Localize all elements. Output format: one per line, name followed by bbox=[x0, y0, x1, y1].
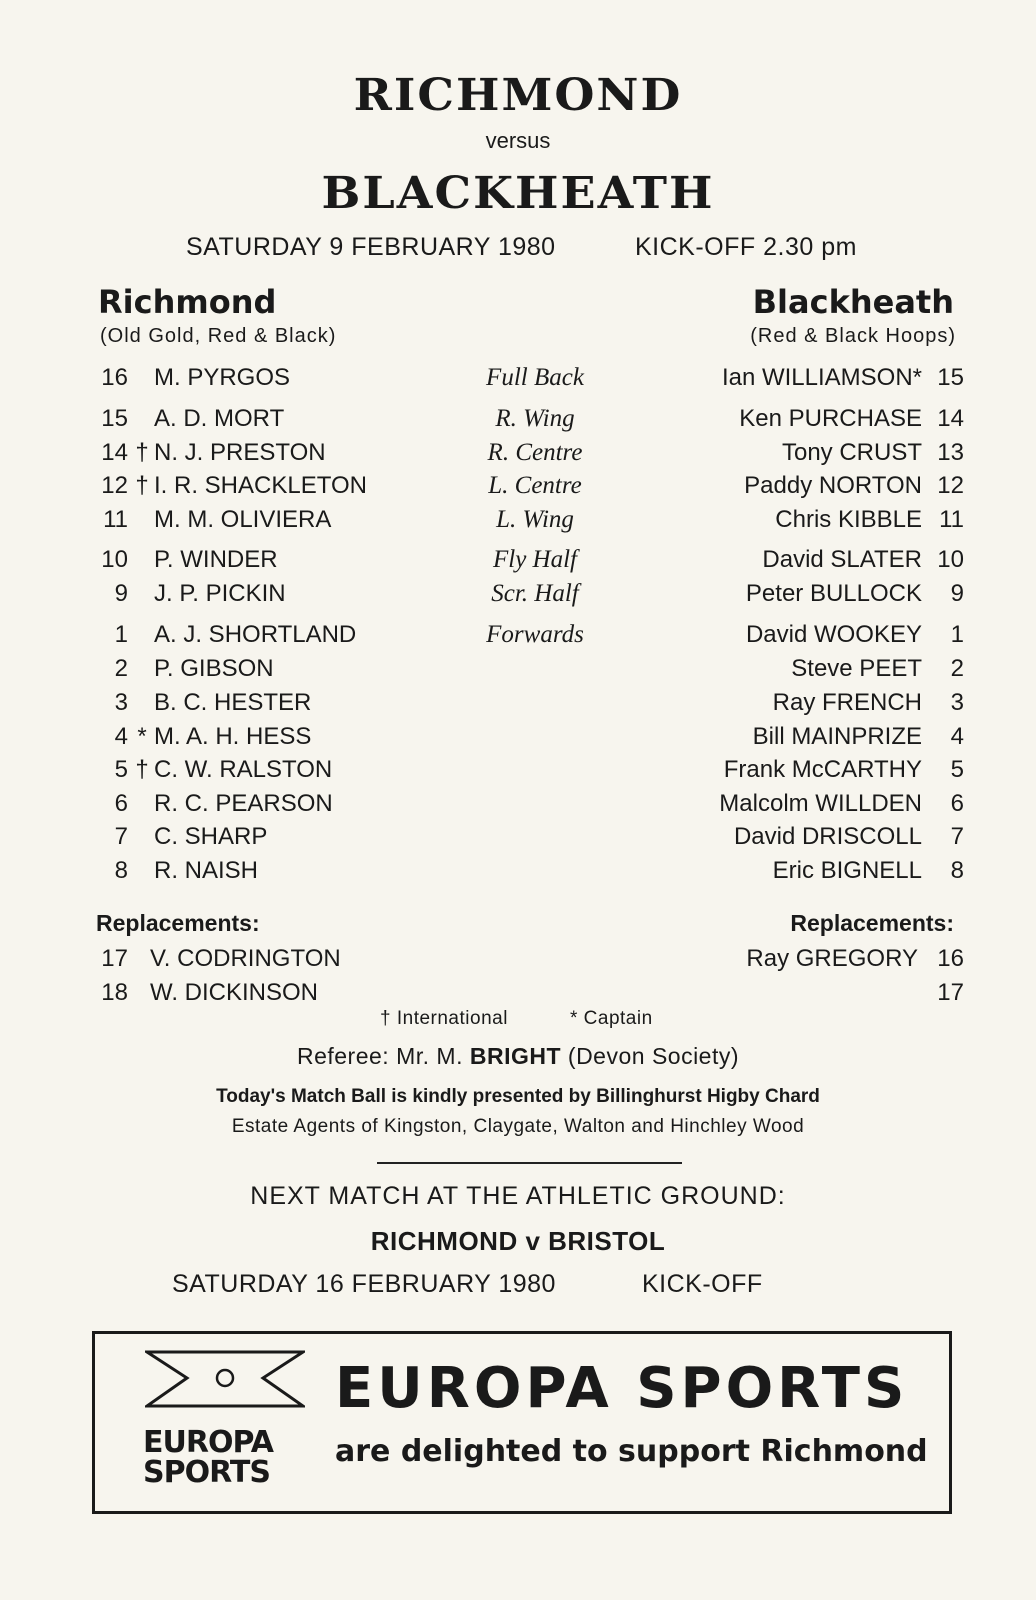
home-number: 3 bbox=[114, 689, 128, 716]
home-team-heading: Richmond bbox=[98, 283, 277, 321]
lineup-row bbox=[0, 364, 1036, 398]
home-marker: † bbox=[135, 439, 149, 466]
sponsor-description: Estate Agents of Kingston, Claygate, Walton and Hinchley Wood bbox=[231, 1116, 805, 1137]
logo-text-line1: EUROPA bbox=[143, 1425, 273, 1460]
lineup-row bbox=[0, 472, 1036, 506]
home-player: M. M. OLIVIERA bbox=[154, 506, 332, 533]
position-label: R. Centre bbox=[487, 439, 583, 466]
next-match-heading: NEXT MATCH AT THE ATHLETIC GROUND: bbox=[250, 1182, 786, 1210]
next-match-date: SATURDAY 16 FEBRUARY 1980 bbox=[172, 1270, 556, 1298]
away-player: Bill MAINPRIZE bbox=[752, 723, 922, 750]
legend-captain: * Captain bbox=[570, 1008, 653, 1029]
home-number: 12 bbox=[101, 472, 128, 499]
logo-text-line2: SPORTS bbox=[143, 1455, 270, 1490]
home-number: 10 bbox=[101, 546, 128, 573]
lineup-row bbox=[0, 439, 1036, 473]
home-number: 18 bbox=[101, 979, 128, 1006]
lineup-row bbox=[0, 405, 1036, 439]
away-number: 11 bbox=[939, 506, 964, 533]
home-player: I. R. SHACKLETON bbox=[154, 472, 367, 499]
away-number: 3 bbox=[950, 689, 964, 716]
home-number: 14 bbox=[101, 439, 128, 466]
referee-name: BRIGHT bbox=[469, 1043, 562, 1069]
referee-label: Referee: Mr. M. bbox=[296, 1043, 470, 1069]
home-player: R. NAISH bbox=[154, 857, 259, 884]
position-label: R. Wing bbox=[495, 405, 575, 432]
away-team-heading: Blackheath bbox=[752, 283, 954, 321]
lineup-row bbox=[0, 689, 1036, 723]
home-player: J. P. PICKIN bbox=[154, 580, 286, 607]
away-player: Steve PEET bbox=[791, 655, 922, 682]
home-team-colours: (Old Gold, Red & Black) bbox=[100, 325, 337, 347]
home-number: 11 bbox=[103, 506, 128, 533]
away-number: 4 bbox=[950, 723, 964, 750]
home-number: 4 bbox=[114, 723, 128, 750]
replacement-row bbox=[0, 945, 1036, 979]
away-number: 10 bbox=[937, 546, 964, 573]
home-marker: † bbox=[135, 756, 149, 783]
home-player: R. C. PEARSON bbox=[154, 790, 333, 817]
position-label: Scr. Half bbox=[491, 580, 579, 607]
away-player: Ken PURCHASE bbox=[739, 405, 922, 432]
position-label: Fly Half bbox=[492, 546, 577, 573]
away-player: Paddy NORTON bbox=[744, 472, 922, 499]
away-number: 17 bbox=[937, 979, 964, 1006]
home-number: 2 bbox=[114, 655, 128, 682]
home-player: N. J. PRESTON bbox=[154, 439, 326, 466]
lineup-row bbox=[0, 621, 1036, 655]
referee-society: (Devon Society) bbox=[561, 1043, 740, 1069]
home-number: 1 bbox=[114, 621, 128, 648]
away-player: Ray GREGORY bbox=[746, 945, 918, 972]
away-player: David SLATER bbox=[762, 546, 922, 573]
legend-international: † International bbox=[380, 1008, 508, 1029]
lineup-row bbox=[0, 790, 1036, 824]
home-number: 17 bbox=[101, 945, 128, 972]
away-player: Peter BULLOCK bbox=[745, 580, 922, 607]
away-player: David DRISCOLL bbox=[733, 823, 922, 850]
away-number: 13 bbox=[937, 439, 964, 466]
home-player: W. DICKINSON bbox=[150, 979, 319, 1006]
away-player: David WOOKEY bbox=[745, 621, 922, 648]
away-player: Chris KIBBLE bbox=[775, 506, 922, 533]
home-player: B. C. HESTER bbox=[154, 689, 312, 716]
position-label: L. Centre bbox=[488, 472, 582, 499]
away-number: 1 bbox=[950, 621, 964, 648]
away-player: Ian WILLIAMSON* bbox=[721, 364, 922, 391]
home-player: C. SHARP bbox=[154, 823, 268, 850]
away-number: 9 bbox=[950, 580, 964, 607]
referee-line bbox=[0, 1043, 1036, 1070]
away-number: 2 bbox=[950, 655, 964, 682]
lineup-row bbox=[0, 506, 1036, 540]
away-number: 7 bbox=[950, 823, 964, 850]
away-replacements-label: Replacements: bbox=[790, 910, 954, 936]
away-number: 8 bbox=[950, 857, 964, 884]
home-replacements-label: Replacements: bbox=[96, 910, 260, 936]
home-player: V. CODRINGTON bbox=[150, 945, 341, 972]
advert-box bbox=[92, 1331, 952, 1514]
home-marker: * bbox=[137, 723, 147, 750]
next-match-fixture: RICHMOND v BRISTOL bbox=[370, 1226, 666, 1256]
away-team-title: BLACKHEATH bbox=[321, 167, 715, 219]
home-number: 5 bbox=[114, 756, 128, 783]
home-number: 8 bbox=[114, 857, 128, 884]
next-match-kickoff: KICK-OFF bbox=[642, 1270, 763, 1298]
home-player: M. A. H. HESS bbox=[154, 723, 312, 750]
home-number: 15 bbox=[101, 405, 128, 432]
away-number: 12 bbox=[937, 472, 964, 499]
europa-sports-emblem-icon bbox=[145, 1350, 305, 1408]
home-player: P. GIBSON bbox=[154, 655, 274, 682]
home-player: A. D. MORT bbox=[154, 405, 285, 432]
lineup-row bbox=[0, 857, 1036, 891]
away-number: 5 bbox=[950, 756, 964, 783]
lineup-row bbox=[0, 546, 1036, 580]
away-player: Frank McCARTHY bbox=[723, 756, 922, 783]
home-team-title: RICHMOND bbox=[353, 69, 683, 121]
home-number: 6 bbox=[114, 790, 128, 817]
away-team-colours: (Red & Black Hoops) bbox=[750, 325, 956, 347]
home-player: M. PYRGOS bbox=[154, 364, 291, 391]
away-number: 6 bbox=[950, 790, 964, 817]
home-player: A. J. SHORTLAND bbox=[154, 621, 357, 648]
home-number: 9 bbox=[114, 580, 128, 607]
away-player: Eric BIGNELL bbox=[772, 857, 922, 884]
home-number: 7 bbox=[114, 823, 128, 850]
home-marker: † bbox=[135, 472, 149, 499]
lineup-row bbox=[0, 723, 1036, 757]
position-label: Forwards bbox=[486, 621, 584, 648]
away-number: 15 bbox=[937, 364, 964, 391]
lineup-row bbox=[0, 580, 1036, 614]
kickoff-time: KICK-OFF 2.30 pm bbox=[635, 233, 857, 261]
away-number: 14 bbox=[937, 405, 964, 432]
position-label: Full Back bbox=[486, 364, 584, 391]
home-number: 16 bbox=[101, 364, 128, 391]
match-date: SATURDAY 9 FEBRUARY 1980 bbox=[186, 233, 556, 261]
match-ball-sponsor: Today's Match Ball is kindly presented by Billinghurst Higby Chard bbox=[216, 1086, 820, 1107]
away-player: Ray FRENCH bbox=[772, 689, 922, 716]
position-label: L. Wing bbox=[496, 506, 574, 533]
versus-label: versus bbox=[485, 128, 551, 153]
home-player: C. W. RALSTON bbox=[154, 756, 333, 783]
away-player: Tony CRUST bbox=[781, 439, 922, 466]
advert-tagline: are delighted to support Richmond bbox=[335, 1434, 928, 1469]
away-player: Malcolm WILLDEN bbox=[719, 790, 922, 817]
advert-headline: EUROPA SPORTS bbox=[335, 1356, 909, 1421]
lineup-row bbox=[0, 655, 1036, 689]
away-number: 16 bbox=[937, 945, 964, 972]
lineup-row bbox=[0, 823, 1036, 857]
replacement-row bbox=[0, 979, 1036, 1013]
home-player: P. WINDER bbox=[154, 546, 278, 573]
divider bbox=[377, 1162, 682, 1164]
lineup-row bbox=[0, 756, 1036, 790]
